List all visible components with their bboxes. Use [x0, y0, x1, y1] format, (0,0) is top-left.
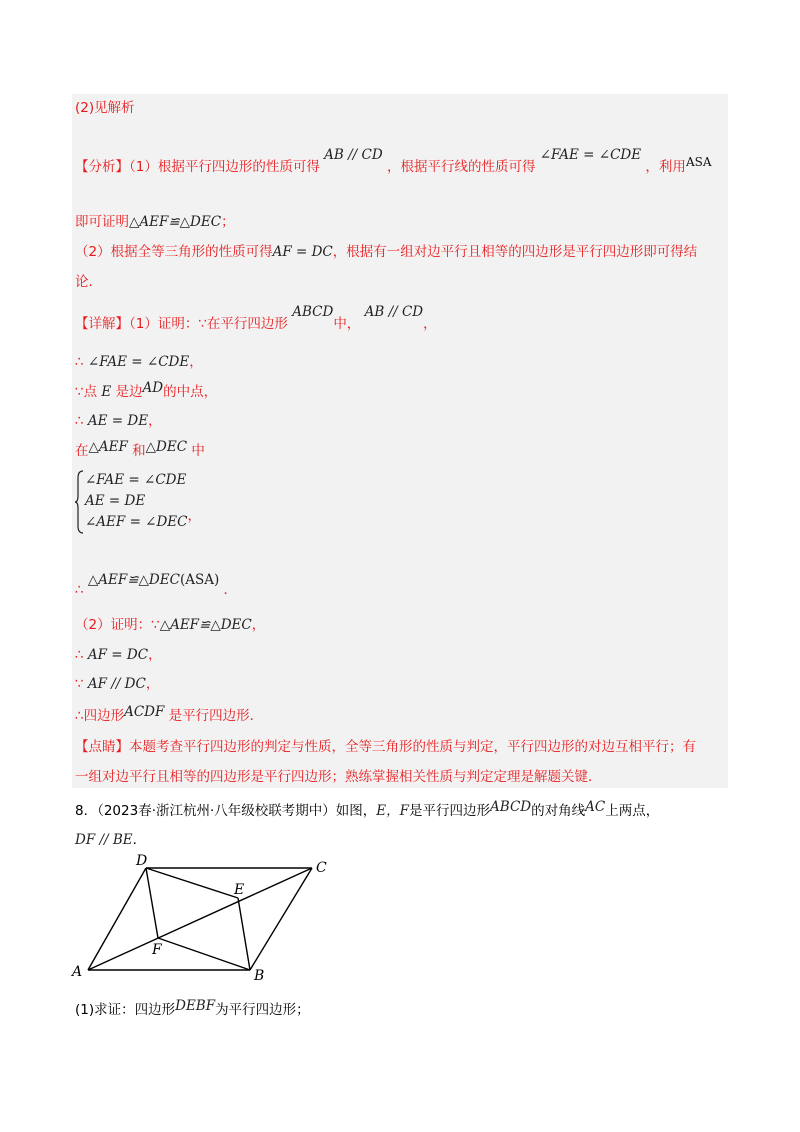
parallelogram-figure	[70, 852, 340, 982]
math-e-f: E，F	[376, 803, 410, 819]
detail-text: ．	[223, 582, 238, 598]
math-ac: AC	[585, 799, 606, 815]
side-ad	[88, 868, 146, 970]
math-congruent: △AEF≌△DEC	[87, 572, 180, 588]
math-tri-aef: △AEF	[88, 439, 128, 455]
detail-text: （1）证明：∵在平行四边形	[129, 316, 288, 332]
question-text: ．	[132, 832, 147, 848]
question-text: (1)求证：四边形	[75, 1002, 176, 1018]
segment-de	[146, 868, 238, 898]
detail-line-10	[75, 706, 263, 726]
detail-text: ，	[148, 413, 162, 429]
math-af-parallel-dc: AF // DC	[87, 676, 146, 692]
therefore-symbol: ∴	[75, 354, 84, 370]
detail-text: ∴四边形	[75, 708, 125, 724]
because-symbol: ∵	[75, 676, 84, 692]
detail-text: ，	[189, 354, 203, 370]
detail-text: 是边	[115, 384, 143, 400]
math-df-parallel-be: DF // BE	[75, 832, 133, 848]
analysis-text: （2）根据全等三角形的性质可得	[75, 244, 273, 260]
math-ad: AD	[142, 380, 164, 396]
therefore-symbol: ∴	[75, 413, 84, 429]
label-f: F	[152, 942, 162, 958]
segment-df	[146, 868, 158, 938]
comment-text: 本题考查平行四边形的判定与性质，全等三角形的性质与判定，平行四边形的对边互相平行；有	[129, 739, 696, 755]
math-congruent: △AEF≌△DEC	[129, 214, 222, 230]
math-congruent: △AEF≌△DEC	[159, 617, 252, 633]
label-c: C	[316, 860, 327, 876]
question-text: 是平行四边形	[409, 803, 491, 819]
detail-text: 中	[191, 443, 205, 459]
question-8-line-2	[75, 830, 146, 850]
label-e: E	[234, 882, 245, 898]
math-angle-aef: ∠AEF = ∠DEC	[85, 514, 188, 530]
therefore-symbol: ∴	[75, 582, 84, 598]
analysis-line-3	[75, 242, 697, 262]
diagonal-ac	[88, 868, 312, 970]
question-number: 8．	[75, 803, 98, 819]
detail-tag: 【详解】	[75, 316, 129, 332]
detail-text: ∵点	[75, 384, 98, 400]
question-text: 为平行四边形；	[215, 1002, 310, 1018]
question-text: （2023春·浙江杭州·八年级校联考期中）如图，	[97, 803, 377, 819]
detail-text: ，	[145, 676, 160, 692]
left-brace-icon	[75, 470, 85, 534]
detail-line-1	[75, 304, 437, 334]
math-af-dc: AF = DC	[87, 647, 149, 663]
math-abcd: ABCD	[292, 304, 334, 320]
detail-line-6	[75, 570, 238, 598]
comment-line-1	[75, 737, 696, 757]
analysis-line-1	[75, 147, 686, 177]
system-line-1: ∠FAE = ∠CDE	[85, 472, 187, 488]
analysis-tag: 【分析】	[75, 159, 129, 175]
analysis-text: ，根据平行线的性质可得	[386, 159, 536, 175]
system-line-2: AE = DE	[85, 493, 146, 509]
detail-text: 和	[132, 443, 146, 459]
detail-line-9	[75, 674, 159, 694]
segment-fb	[158, 938, 250, 970]
detail-text: 在	[75, 443, 89, 459]
detail-text: ，	[423, 316, 437, 332]
label-d: D	[136, 853, 148, 869]
comment-line-2: 一组对边平行且相等的四边形是平行四边形；熟练掌握相关性质与判定定理是解题关键．	[75, 769, 602, 785]
label-b: B	[254, 968, 265, 982]
math-angle-eq: ∠FAE = ∠CDE	[87, 354, 190, 370]
math-angle-eq: ∠FAE = ∠CDE	[539, 147, 642, 163]
math-acdf: ACDF	[124, 704, 165, 720]
detail-line-8	[75, 645, 162, 665]
question-8-line-1	[75, 801, 659, 821]
analysis-text: 即可证明	[75, 214, 129, 230]
math-tri-dec: △DEC	[145, 439, 188, 455]
analysis-text: ，利用	[645, 159, 686, 175]
analysis-text: ；	[221, 214, 235, 230]
detail-line-2	[75, 352, 203, 372]
question-8-sub-1	[75, 1000, 310, 1020]
math-debf: DEBF	[175, 998, 216, 1014]
detail-line-5	[75, 441, 205, 461]
detail-text: ，	[187, 508, 201, 524]
detail-text: 的中点，	[163, 384, 218, 400]
detail-text: （2）证明：∵	[75, 617, 160, 633]
math-abcd: ABCD	[490, 799, 532, 815]
system-line-3	[85, 508, 201, 533]
detail-line-3	[75, 382, 217, 402]
side-cb	[250, 868, 312, 970]
math-ae-de: AE = DE	[87, 413, 149, 429]
math-ab-parallel-cd: AB // CD	[364, 304, 424, 320]
segment-eb	[238, 898, 250, 970]
detail-text: ，	[148, 647, 162, 663]
detail-line-4	[75, 411, 162, 431]
answer-2-label: (2)见解析	[75, 100, 135, 116]
analysis-line-2	[75, 212, 235, 232]
analysis-text: （1）根据平行四边形的性质可得	[129, 159, 320, 175]
math-af-dc: AF = DC	[272, 244, 333, 260]
math-ab-parallel-cd: AB // CD	[324, 147, 383, 163]
asa-label: ASA	[686, 155, 712, 169]
question-text: 上两点，	[605, 803, 660, 819]
label-a: A	[72, 964, 83, 980]
analysis-text: ，根据有一组对边平行且相等的四边形是平行四边形即可得结	[332, 244, 698, 260]
detail-line-7	[75, 615, 265, 635]
question-text: 的对角线	[531, 803, 586, 819]
detail-text: 中，	[333, 316, 361, 332]
math-e: E	[101, 384, 112, 400]
analysis-line-4: 论．	[75, 274, 102, 290]
therefore-symbol: ∴	[75, 647, 84, 663]
comment-tag: 【点睛】	[75, 739, 129, 755]
math-asa: (ASA)	[179, 572, 220, 588]
detail-text: ，	[251, 617, 266, 633]
detail-text: 是平行四边形．	[168, 708, 264, 724]
